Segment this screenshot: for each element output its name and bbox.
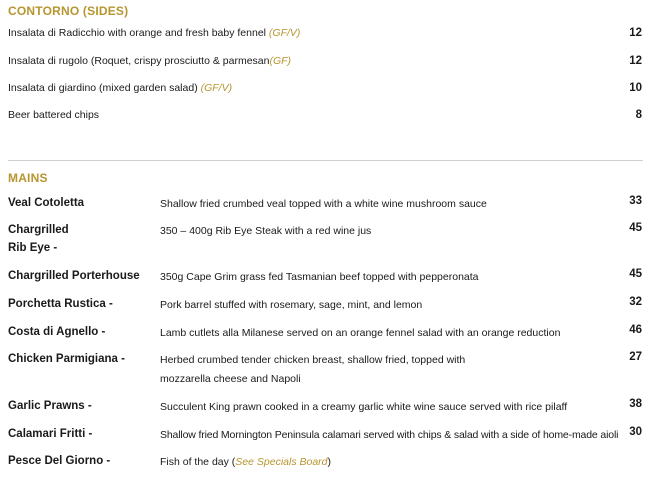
main-item-name: Porchetta Rustica - bbox=[8, 298, 113, 310]
side-item bbox=[8, 55, 642, 71]
main-item-name: Costa di Agnello - bbox=[8, 326, 106, 338]
main-item-price: 32 bbox=[629, 296, 642, 308]
main-item-price: 33 bbox=[629, 195, 642, 207]
main-item-desc: Shallow fried crumbed veal topped with a white wine mushroom sauce bbox=[160, 198, 487, 210]
side-item-desc: Insalata di giardino (mixed garden salad) (GF/V) bbox=[8, 82, 233, 94]
section-divider bbox=[8, 160, 643, 161]
specials-board-note: See Specials Board bbox=[235, 456, 328, 468]
mains-heading: MAINS bbox=[8, 171, 48, 185]
side-item bbox=[8, 109, 642, 125]
side-item-desc: Insalata di rugolo (Roquet, crispy prosciutto & parmesan(GF) bbox=[8, 55, 292, 67]
contorno-heading: CONTORNO (SIDES) bbox=[8, 4, 129, 18]
side-item-price: 12 bbox=[629, 27, 642, 39]
side-item-price: 12 bbox=[629, 55, 642, 67]
side-item-desc: Insalata di Radicchio with orange and fresh baby fennel (GF/V) bbox=[8, 27, 301, 39]
side-item-price: 10 bbox=[629, 82, 642, 94]
main-item-desc: Succulent King prawn cooked in a creamy garlic white wine sauce served with rice pilaff bbox=[160, 401, 568, 413]
main-item-name: Chargrilled Rib Eye - bbox=[8, 224, 69, 254]
main-item-name: Garlic Prawns - bbox=[8, 400, 92, 412]
main-item-desc: Pork barrel stuffed with rosemary, sage, mint, and lemon bbox=[160, 299, 423, 311]
main-item-desc: Shallow fried Mornington Peninsula calamari served with chips & salad with a side of home-made aioli bbox=[160, 429, 619, 441]
main-item-price: 45 bbox=[629, 222, 642, 234]
dietary-tag: (GF/V) bbox=[200, 82, 233, 94]
main-item-desc: Lamb cutlets alla Milanese served on an orange fennel salad with an orange reduction bbox=[160, 327, 561, 339]
main-item-price: 27 bbox=[629, 351, 642, 363]
main-item-desc: Herbed crumbed tender chicken breast, shallow fried, topped with mozzarella cheese and Napoli bbox=[160, 354, 466, 385]
side-item-desc: Beer battered chips bbox=[8, 109, 100, 121]
dietary-tag: (GF) bbox=[269, 55, 292, 67]
main-item-price: 38 bbox=[629, 398, 642, 410]
main-item-price: 30 bbox=[629, 426, 642, 438]
dietary-tag: (GF/V) bbox=[268, 27, 301, 39]
main-item-name: Chargrilled Porterhouse bbox=[8, 270, 140, 282]
main-item-name: Chicken Parmigiana - bbox=[8, 353, 125, 365]
main-item-name: Veal Cotoletta bbox=[8, 197, 85, 209]
main-item-desc: Fish of the day (See Specials Board) bbox=[160, 456, 332, 468]
main-item-desc: 350g Cape Grim grass fed Tasmanian beef topped with pepperonata bbox=[160, 271, 479, 283]
side-item bbox=[8, 27, 642, 43]
main-item-price: 45 bbox=[629, 268, 642, 280]
side-item bbox=[8, 82, 642, 98]
main-item-name: Calamari Fritti - bbox=[8, 428, 93, 440]
main-item-price: 46 bbox=[629, 324, 642, 336]
main-item-name: Pesce Del Giorno - bbox=[8, 455, 111, 467]
side-item-price: 8 bbox=[635, 109, 642, 121]
main-item-desc: 350 – 400g Rib Eye Steak with a red wine jus bbox=[160, 225, 372, 237]
